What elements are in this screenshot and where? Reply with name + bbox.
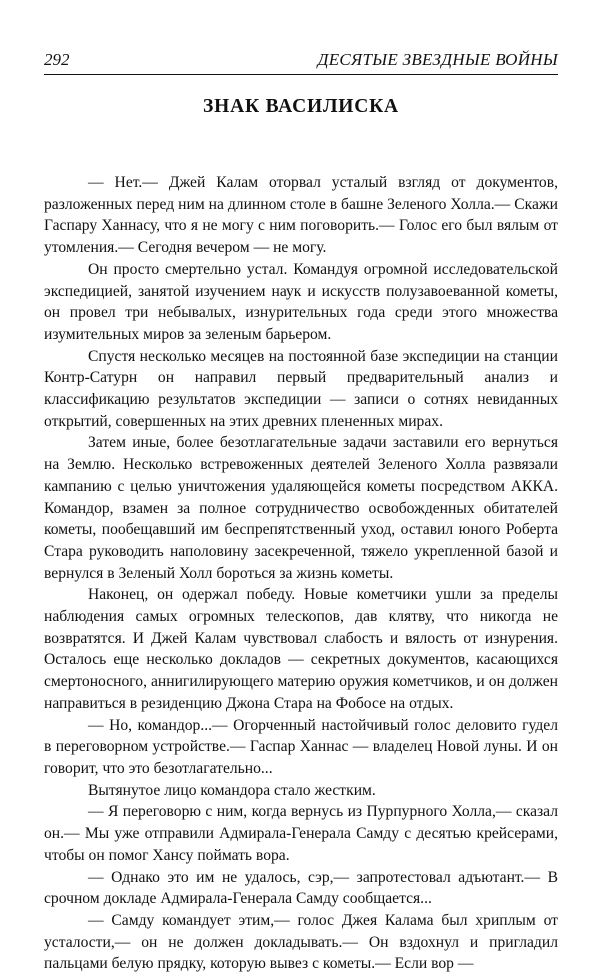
- paragraph: — Я переговорю с ним, когда вернусь из Пурпурного Холла,— сказал он.— Мы уже отправили Адмирала-Генерала Самду с десятью крейсерами, чтобы он помог Хансу поймать вора.: [44, 803, 558, 864]
- paragraph: Вытянутое лицо командора стало жестким.: [88, 781, 376, 799]
- paragraph: Он просто смертельно устал. Командуя огромной исследовательской экспедицией, занятой изучением наук и искусств полузавоеванной кометы, он провел три небывалых, изнурительных года среди этого множества изумительных миров за зеленым барьером.: [44, 260, 558, 343]
- running-head: [44, 50, 558, 75]
- paragraph: Спустя несколько месяцев на постоянной базе экспедиции на станции Контр-Сатурн он направил первый предварительный анализ и классификацию результатов экспедиции — записи о сотнях невиданных открытий, совершенных на этих древних плененных мирах.: [44, 347, 558, 430]
- chapter-title: ЗНАК ВАСИЛИСКА: [203, 96, 399, 117]
- paragraph: — Нет.— Джей Калам оторвал усталый взгляд от документов, разложенных перед ним на длинном столе в башне Зеленого Холла.— Скажи Гаспару Ханнасу, что я не могу с ним поговорить.— Голос его был вялым от утомления.— Сегодня вечером — не могу.: [44, 174, 558, 257]
- paragraph: — Но, командор...— Огорченный настойчивый голос деловито гудел в переговорном устройстве.— Гаспар Ханнас — владелец Новой луны. И он говорит, что это безотлагательно...: [44, 716, 558, 777]
- page-number: 292: [44, 50, 70, 69]
- paragraph: Наконец, он одержал победу. Новые кометчики ушли за пределы наблюдения самых огромных телескопов, дав клятву, что никогда не возвратятся. И Джей Калам чувствовал слабость и вялость от изнурения. Осталось еще несколько докладов — секретных документов, касающихся смертоносного, аннигилирующего материю оружия кометчиков, и он должен направиться в резиденцию Джона Стара на Фобосе на отдых.: [44, 586, 558, 712]
- paragraph: — Однако это им не удалось, сэр,— запротестовал адъютант.— В срочном докладе Адмирала-Генерала Самду сообщается...: [44, 868, 558, 908]
- body-text: [44, 172, 558, 975]
- book-title: ДЕСЯТЫЕ ЗВЕЗДНЫЕ ВОЙНЫ: [317, 50, 558, 69]
- paragraph: — Самду командует этим,— голос Джея Калама был хриплым от усталости,— он не должен докладывать.— Он вздохнул и пригладил пальцами белую прядку, которую вывез с кометы.— Если вор —: [44, 911, 558, 973]
- paragraph: Затем иные, более безотлагательные задачи заставили его вернуться на Землю. Несколько встревоженных деятелей Зеленого Холла развязали кампанию с целью уничтожения удаляющейся кометы посредством АККА. Командор, взамен за полное сотрудничество освобожденных обитателей кометы, пообещавший им беспрепятственный уход, оставил юного Роберта Стара руководить наполовину засекреченной, тяжело укрепленной базой и вернулся в Зеленый Холл бороться за жизнь кометы.: [44, 434, 558, 582]
